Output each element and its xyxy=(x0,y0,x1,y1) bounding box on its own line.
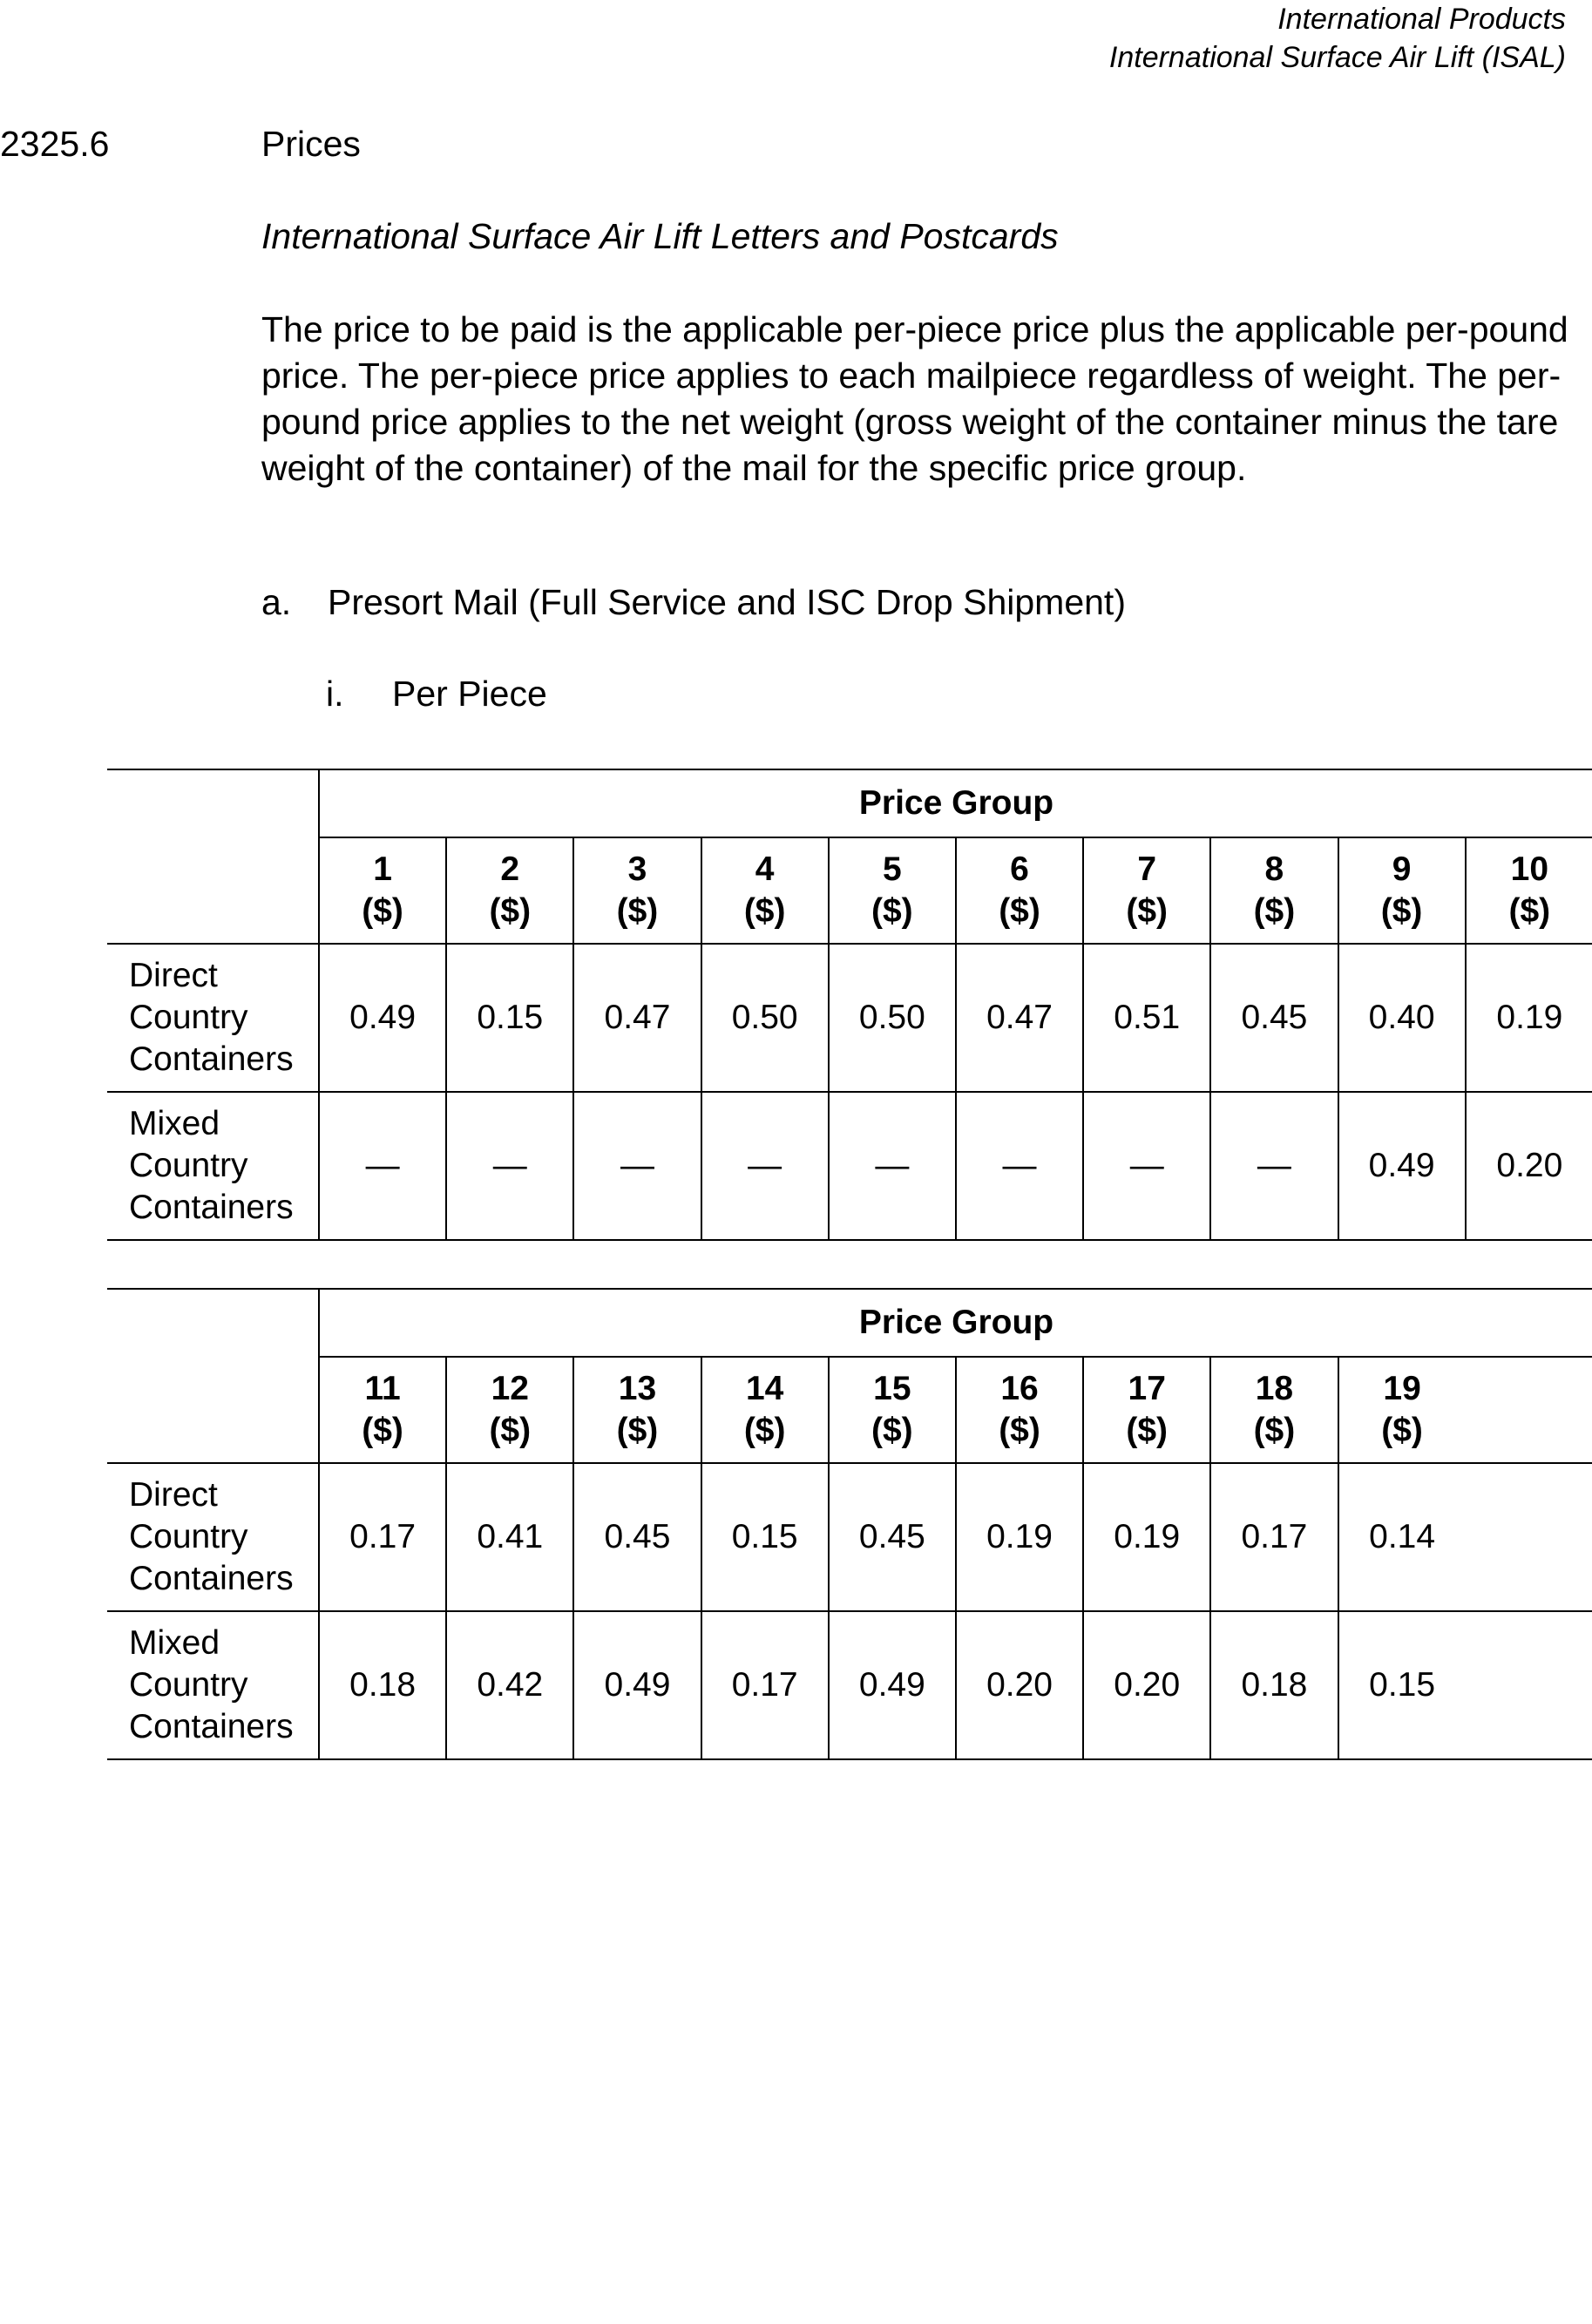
list-marker: i. xyxy=(326,674,344,714)
price-cell: — xyxy=(829,1092,956,1240)
column-header: 12 ($) xyxy=(446,1357,573,1463)
header-line-isal: International Surface Air Lift (ISAL) xyxy=(1108,41,1566,74)
price-group-header: Price Group xyxy=(319,1289,1592,1357)
price-group-header: Price Group xyxy=(319,769,1592,837)
column-header: 1 ($) xyxy=(319,837,446,944)
price-cell: — xyxy=(1083,1092,1210,1240)
table-row-direct-country xyxy=(107,944,1592,1092)
price-cell: 0.42 xyxy=(446,1611,573,1759)
header-line-products: International Products xyxy=(1277,3,1566,36)
row-label: Mixed Country Containers xyxy=(107,1611,319,1759)
price-cell: 0.14 xyxy=(1338,1463,1466,1611)
column-header-row xyxy=(107,1357,1592,1463)
price-table-groups-1-10 xyxy=(107,769,1592,1241)
table-corner xyxy=(107,1289,319,1463)
price-cell: 0.19 xyxy=(956,1463,1083,1611)
column-header: 15 ($) xyxy=(829,1357,956,1463)
price-cell: 0.15 xyxy=(446,944,573,1092)
list-item-i xyxy=(326,674,547,715)
column-header: 19 ($) xyxy=(1381,1370,1423,1449)
price-cell: 0.47 xyxy=(956,944,1083,1092)
column-header: 11 ($) xyxy=(319,1357,446,1463)
column-header: 18 ($) xyxy=(1210,1357,1338,1463)
price-cell: 0.51 xyxy=(1083,944,1210,1092)
price-cell: 0.49 xyxy=(829,1611,956,1759)
section-title: Prices xyxy=(261,124,361,164)
price-cell: 0.18 xyxy=(319,1611,446,1759)
row-label: Direct Country Containers xyxy=(107,1463,319,1611)
column-header: 13 ($) xyxy=(573,1357,701,1463)
table-row-mixed-country xyxy=(107,1611,1592,1759)
section-number: 2325.6 xyxy=(0,124,110,164)
price-cell: 0.50 xyxy=(701,944,829,1092)
price-cell: 0.49 xyxy=(1338,1092,1466,1240)
price-cell: 0.18 xyxy=(1210,1611,1338,1759)
price-cell: — xyxy=(319,1092,446,1240)
price-cell: — xyxy=(1210,1092,1338,1240)
price-cell: 0.47 xyxy=(573,944,701,1092)
row-label: Mixed Country Containers xyxy=(107,1092,319,1240)
price-cell: 0.49 xyxy=(573,1611,701,1759)
price-cell: 0.45 xyxy=(573,1463,701,1611)
row-label: Direct Country Containers xyxy=(107,944,319,1092)
price-cell: 0.15 xyxy=(1338,1611,1466,1759)
price-cell: — xyxy=(573,1092,701,1240)
price-cell: 0.41 xyxy=(446,1463,573,1611)
price-cell: 0.20 xyxy=(1083,1611,1210,1759)
empty-cell xyxy=(1466,1611,1592,1759)
column-header: 4 ($) xyxy=(701,837,829,944)
column-header: 7 ($) xyxy=(1083,837,1210,944)
price-cell: 0.45 xyxy=(1210,944,1338,1092)
list-marker: a. xyxy=(261,582,292,622)
empty-cell xyxy=(1466,1463,1592,1611)
price-cell: — xyxy=(956,1092,1083,1240)
price-cell: 0.19 xyxy=(1466,944,1592,1092)
list-item-text: Per Piece xyxy=(392,674,547,714)
price-cell: — xyxy=(701,1092,829,1240)
price-cell: 0.17 xyxy=(701,1611,829,1759)
running-header xyxy=(1109,0,1566,77)
column-header: 8 ($) xyxy=(1210,837,1338,944)
price-cell: 0.17 xyxy=(319,1463,446,1611)
list-item-text: Presort Mail (Full Service and ISC Drop Shipment) xyxy=(328,582,1126,622)
price-cell: 0.19 xyxy=(1083,1463,1210,1611)
column-header: 2 ($) xyxy=(446,837,573,944)
price-cell: 0.40 xyxy=(1338,944,1466,1092)
column-header: 10 ($) xyxy=(1508,850,1551,930)
column-header: 14 ($) xyxy=(701,1357,829,1463)
pricing-paragraph: The price to be paid is the applicable per-piece price plus the applicable per-pound price. The per-piece price applies to each mailpiece regardless of weight. The per-pound price applies to the net weight (gross weight of the container minus the tare weight of the container) of the mail for the specific price group. xyxy=(261,309,1568,488)
column-header: 6 ($) xyxy=(956,837,1083,944)
table-row-direct-country xyxy=(107,1463,1592,1611)
table-corner xyxy=(107,769,319,944)
price-cell: 0.49 xyxy=(319,944,446,1092)
price-cell: 0.20 xyxy=(956,1611,1083,1759)
price-cell: — xyxy=(446,1092,573,1240)
column-header: 9 ($) xyxy=(1338,837,1466,944)
price-cell: 0.17 xyxy=(1210,1463,1338,1611)
price-table-groups-11-19 xyxy=(107,1288,1592,1760)
subsection-title: International Surface Air Lift Letters and Postcards xyxy=(261,216,1059,256)
column-header: 16 ($) xyxy=(956,1357,1083,1463)
column-header-empty xyxy=(1466,1357,1592,1463)
column-header: 3 ($) xyxy=(573,837,701,944)
price-cell: 0.20 xyxy=(1466,1092,1592,1240)
column-header: 5 ($) xyxy=(829,837,956,944)
price-cell: 0.15 xyxy=(701,1463,829,1611)
table-row-mixed-country xyxy=(107,1092,1592,1240)
column-header: 17 ($) xyxy=(1083,1357,1210,1463)
column-header-row xyxy=(107,837,1592,944)
list-item-a xyxy=(261,582,1126,623)
price-cell: 0.50 xyxy=(829,944,956,1092)
price-cell: 0.45 xyxy=(829,1463,956,1611)
